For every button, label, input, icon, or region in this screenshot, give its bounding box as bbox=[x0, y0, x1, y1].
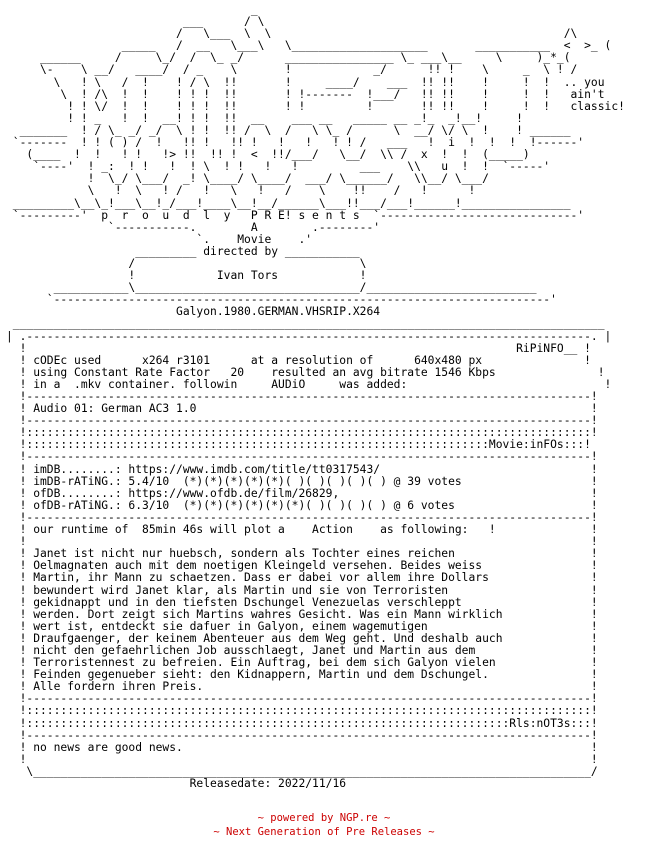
nfo-text: _ ___ / \ / \___ \ \ /\ _____ / __ \___\ \____________________ ___________ < >_ ( ______ / \_/ / \_ _/ ________________ \_ ___\__ \ )_*_( \- \ __/ ____/ / _ \ ! _/ !! ! \ _ \ ! / \ ! \ / ! ! / \ !! ! ____/ ___ !! !! ! ! ! .. you \ ! /\ ! ! ! ! ! !! ! !------- !___/ !! !! ! ! ! ain't ! ! \/ ! ! ! ! ! !! ! ! ! !! !! ! ! ! classic! ! ! _ ! ! __! ! ! !! __ ___ __ _____ __ _!_ _!__! ! _______ ! / \_ _/ _/ \ ! ! !! / \ / \ \_ / \ __/ \/ \ ! ! ______ `------- ! ! ( ) / ! !! ! !! ! ! ! ! ! / ___ ! i ! ! ! !------' (____ ! ! ! ! !> !! !! ! < !!/___/ \__/ \\ / x ! ! (_____) `----' ! _: ! ! ! ! \ ! ! ! ! ___ \\ u ! ! `-----' ! \_/ \___/ _! \____/ \____/ ___/ \______/ \\__/ \___/ \ ! \ ! / ! \ ! / \ !! / ! ! _________\__\_!___\__!_/___!____\__!__/______\___!!___/___!______!________________ `---------' p r o u d l y P R E! s e n t s `-----------------------------' `-----------. A .--------' `. Movie .' _________ directed by ___________ / \ ! Ivan Tors ! ___________\_________________________________/_________________________ `-------------------------------------------------------------------------' Galyon.1980.GERMAN.VHSRIP.X264 _______________________________________________________________________________________ | .-----------------------------------------------------------------------------------. | ! RiPiNFO__ ! ! cODEc used x264 r3101 at a resolution of 640x480 px ! ! using Constant Rate Factor 20 resulted an avg bitrate 1546 Kbps ! ! in a .mkv container. followin AUDiO was added: ! !-----------------------------------------------------------------------------------! ! Audio 01: German AC3 1.0 ! !-----------------------------------------------------------------------------------! !:::::::::::::::::::::::::::::::::::::::::::::::::::::::::::::::::::::::::::::::::::! !::::::::::::::::::::::::::::::::::::::::::::::::::::::::::::::::::::Movie:inFOs:::! !-----------------------------------------------------------------------------------! ! imDB........: https://www.imdb.com/title/tt0317543/ ! ! imDB-rATiNG.: 5.4/10 (*)(*)(*)(*)(*)( )( )( )( )( ) @ 39 votes ! ! ofDB........: https://www.ofdb.de/film/26829, ! ! ofDB-rATiNG.: 6.3/10 (*)(*)(*)(*)(*)(*)( )( )( )( ) @ 6 votes ! !-----------------------------------------------------------------------------------! ! our runtime of 85min 46s will plot a Action as following: ! ! ! ! ! Janet ist nicht nur huebsch, sondern als Tochter eines reichen ! ! Oelmagnaten auch mit dem noetigen Kleingeld versehen. Beides weiss ! ! Martin, ihr Mann zu schaetzen. Dass er dabei vor allem ihre Dollars ! ! bewundert wird Janet klar, als Martin und sie von Terroristen ! ! gekidnappt und in den tiefsten Dschungel Venezuelas verschleppt ! ! werden. Dort zeigt sich Martins wahres Gesicht. Was ein Mann wirklich ! ! wert ist, entdeckt sie dafuer in Galyon, einem wagemutigen ! ! Draufgaenger, der keinem Abenteuer aus dem Weg geht. Und deshalb auch ! ! nicht den gefaehrlichen Job ausschlaegt, Janet und Martin aus dem ! ! Terroristennest zu befreien. Ein Auftrag, bei dem sich Galyon vielen ! ! Feinden gegenueber sieht: den Kidnappern, Martin und dem Dschungel. ! ! Alle fordern ihren Preis. ! !-----------------------------------------------------------------------------------! !:::::::::::::::::::::::::::::::::::::::::::::::::::::::::::::::::::::::::::::::::::! !:::::::::::::::::::::::::::::::::::::::::::::::::::::::::::::::::::::::Rls:nOT3s:::! !-----------------------------------------------------------------------------------! ! no news are good news. ! ! ! \__________________________________________________________________________________/ Releasedate: 2022/11/16 bbox=[6, 3, 625, 790]
footer-tagline: ~ Next Generation of Pre Releases ~ bbox=[213, 826, 435, 838]
footer-powered-by: ~ powered by NGP.re ~ bbox=[257, 812, 391, 824]
